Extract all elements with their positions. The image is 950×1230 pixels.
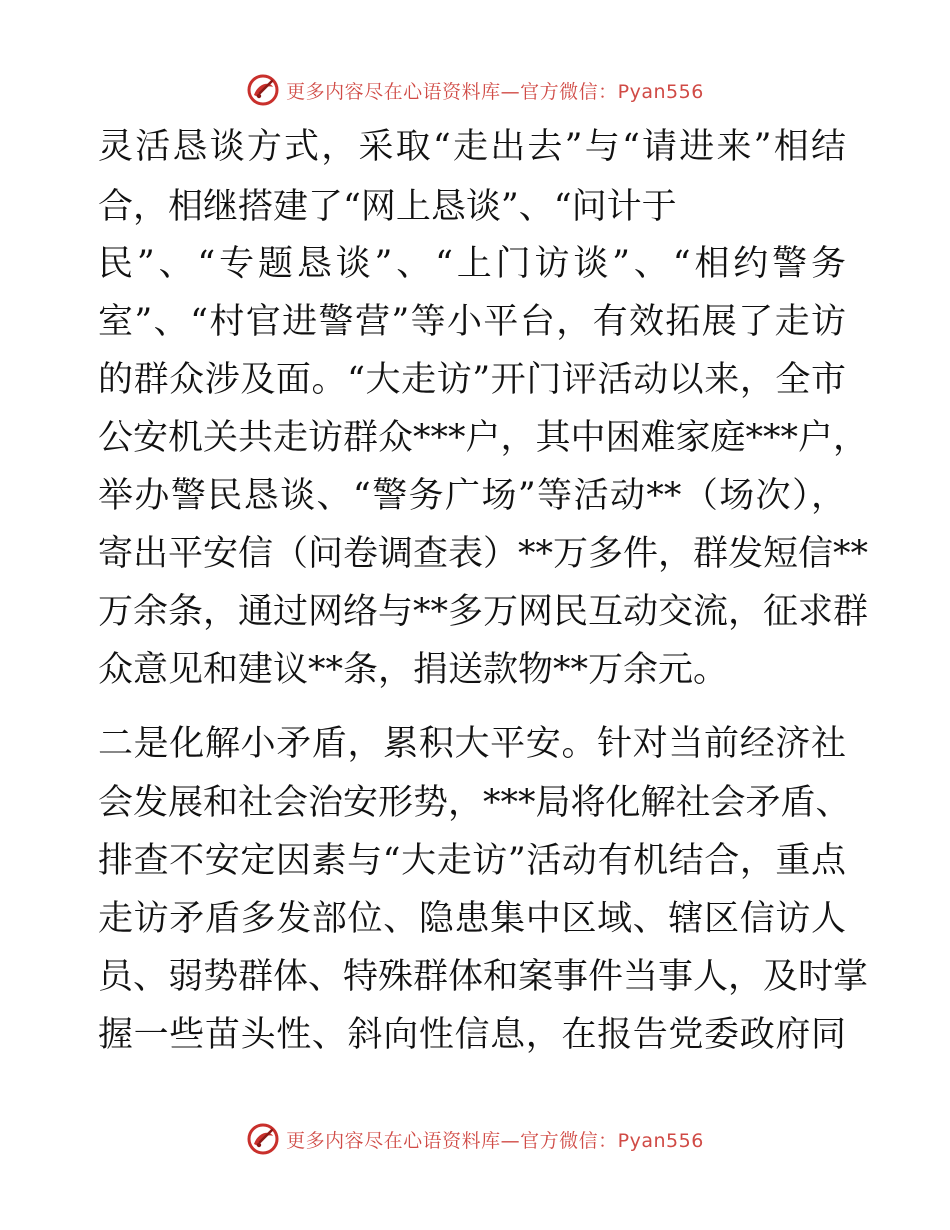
- body-line-5: 的群众涉及面。“大走访”开门评活动以来，全市: [98, 360, 846, 400]
- body-line-15: 员、弱势群体、特殊群体和案事件当事人，及时掌: [98, 957, 869, 997]
- body-line-13: 排查不安定因素与“大走访”活动有机结合，重点: [98, 841, 846, 881]
- body-line-10: 众意见和建议**条，捐送款物**万余元。: [98, 650, 729, 690]
- footer-banner: [0, 1119, 950, 1159]
- red-swirl-logo-icon: [246, 1122, 280, 1156]
- body-line-3: 民”、“专题恳谈”、“上门访谈”、“相约警务: [98, 244, 846, 284]
- body-line-6: 公安机关共走访群众***户，其中困难家庭***户，: [98, 418, 869, 458]
- header-banner: [0, 70, 950, 110]
- body-line-4: 室”、“村官进警营”等小平台，有效拓展了走访: [98, 302, 846, 342]
- footer-banner-text: 更多内容尽在心语资料库—官方微信：Pyan556: [286, 1129, 704, 1152]
- body-line-11: 二是化解小矛盾，累积大平安。针对当前经济社: [98, 724, 846, 764]
- red-swirl-logo-icon: [246, 73, 280, 107]
- body-line-12: 会发展和社会治安形势，***局将化解社会矛盾、: [98, 783, 851, 823]
- body-line-7: 举办警民恳谈、“警务广场”等活动**（场次），: [98, 476, 846, 516]
- body-line-8: 寄出平安信（问卷调查表）**万多件，群发短信**: [98, 534, 869, 574]
- body-line-16: 握一些苗头性、斜向性信息，在报告党委政府同: [98, 1015, 846, 1055]
- body-line-14: 走访矛盾多发部位、隐患集中区域、辖区信访人: [98, 899, 846, 939]
- body-line-1: 灵活恳谈方式，采取“走出去”与“请进来”相结: [98, 127, 846, 167]
- body-line-9: 万余条，通过网络与**多万网民互动交流，征求群: [98, 592, 869, 632]
- body-line-2: 合，相继搭建了“网上恳谈”、“问计于: [98, 187, 677, 227]
- header-banner-text: 更多内容尽在心语资料库—官方微信：Pyan556: [286, 80, 704, 103]
